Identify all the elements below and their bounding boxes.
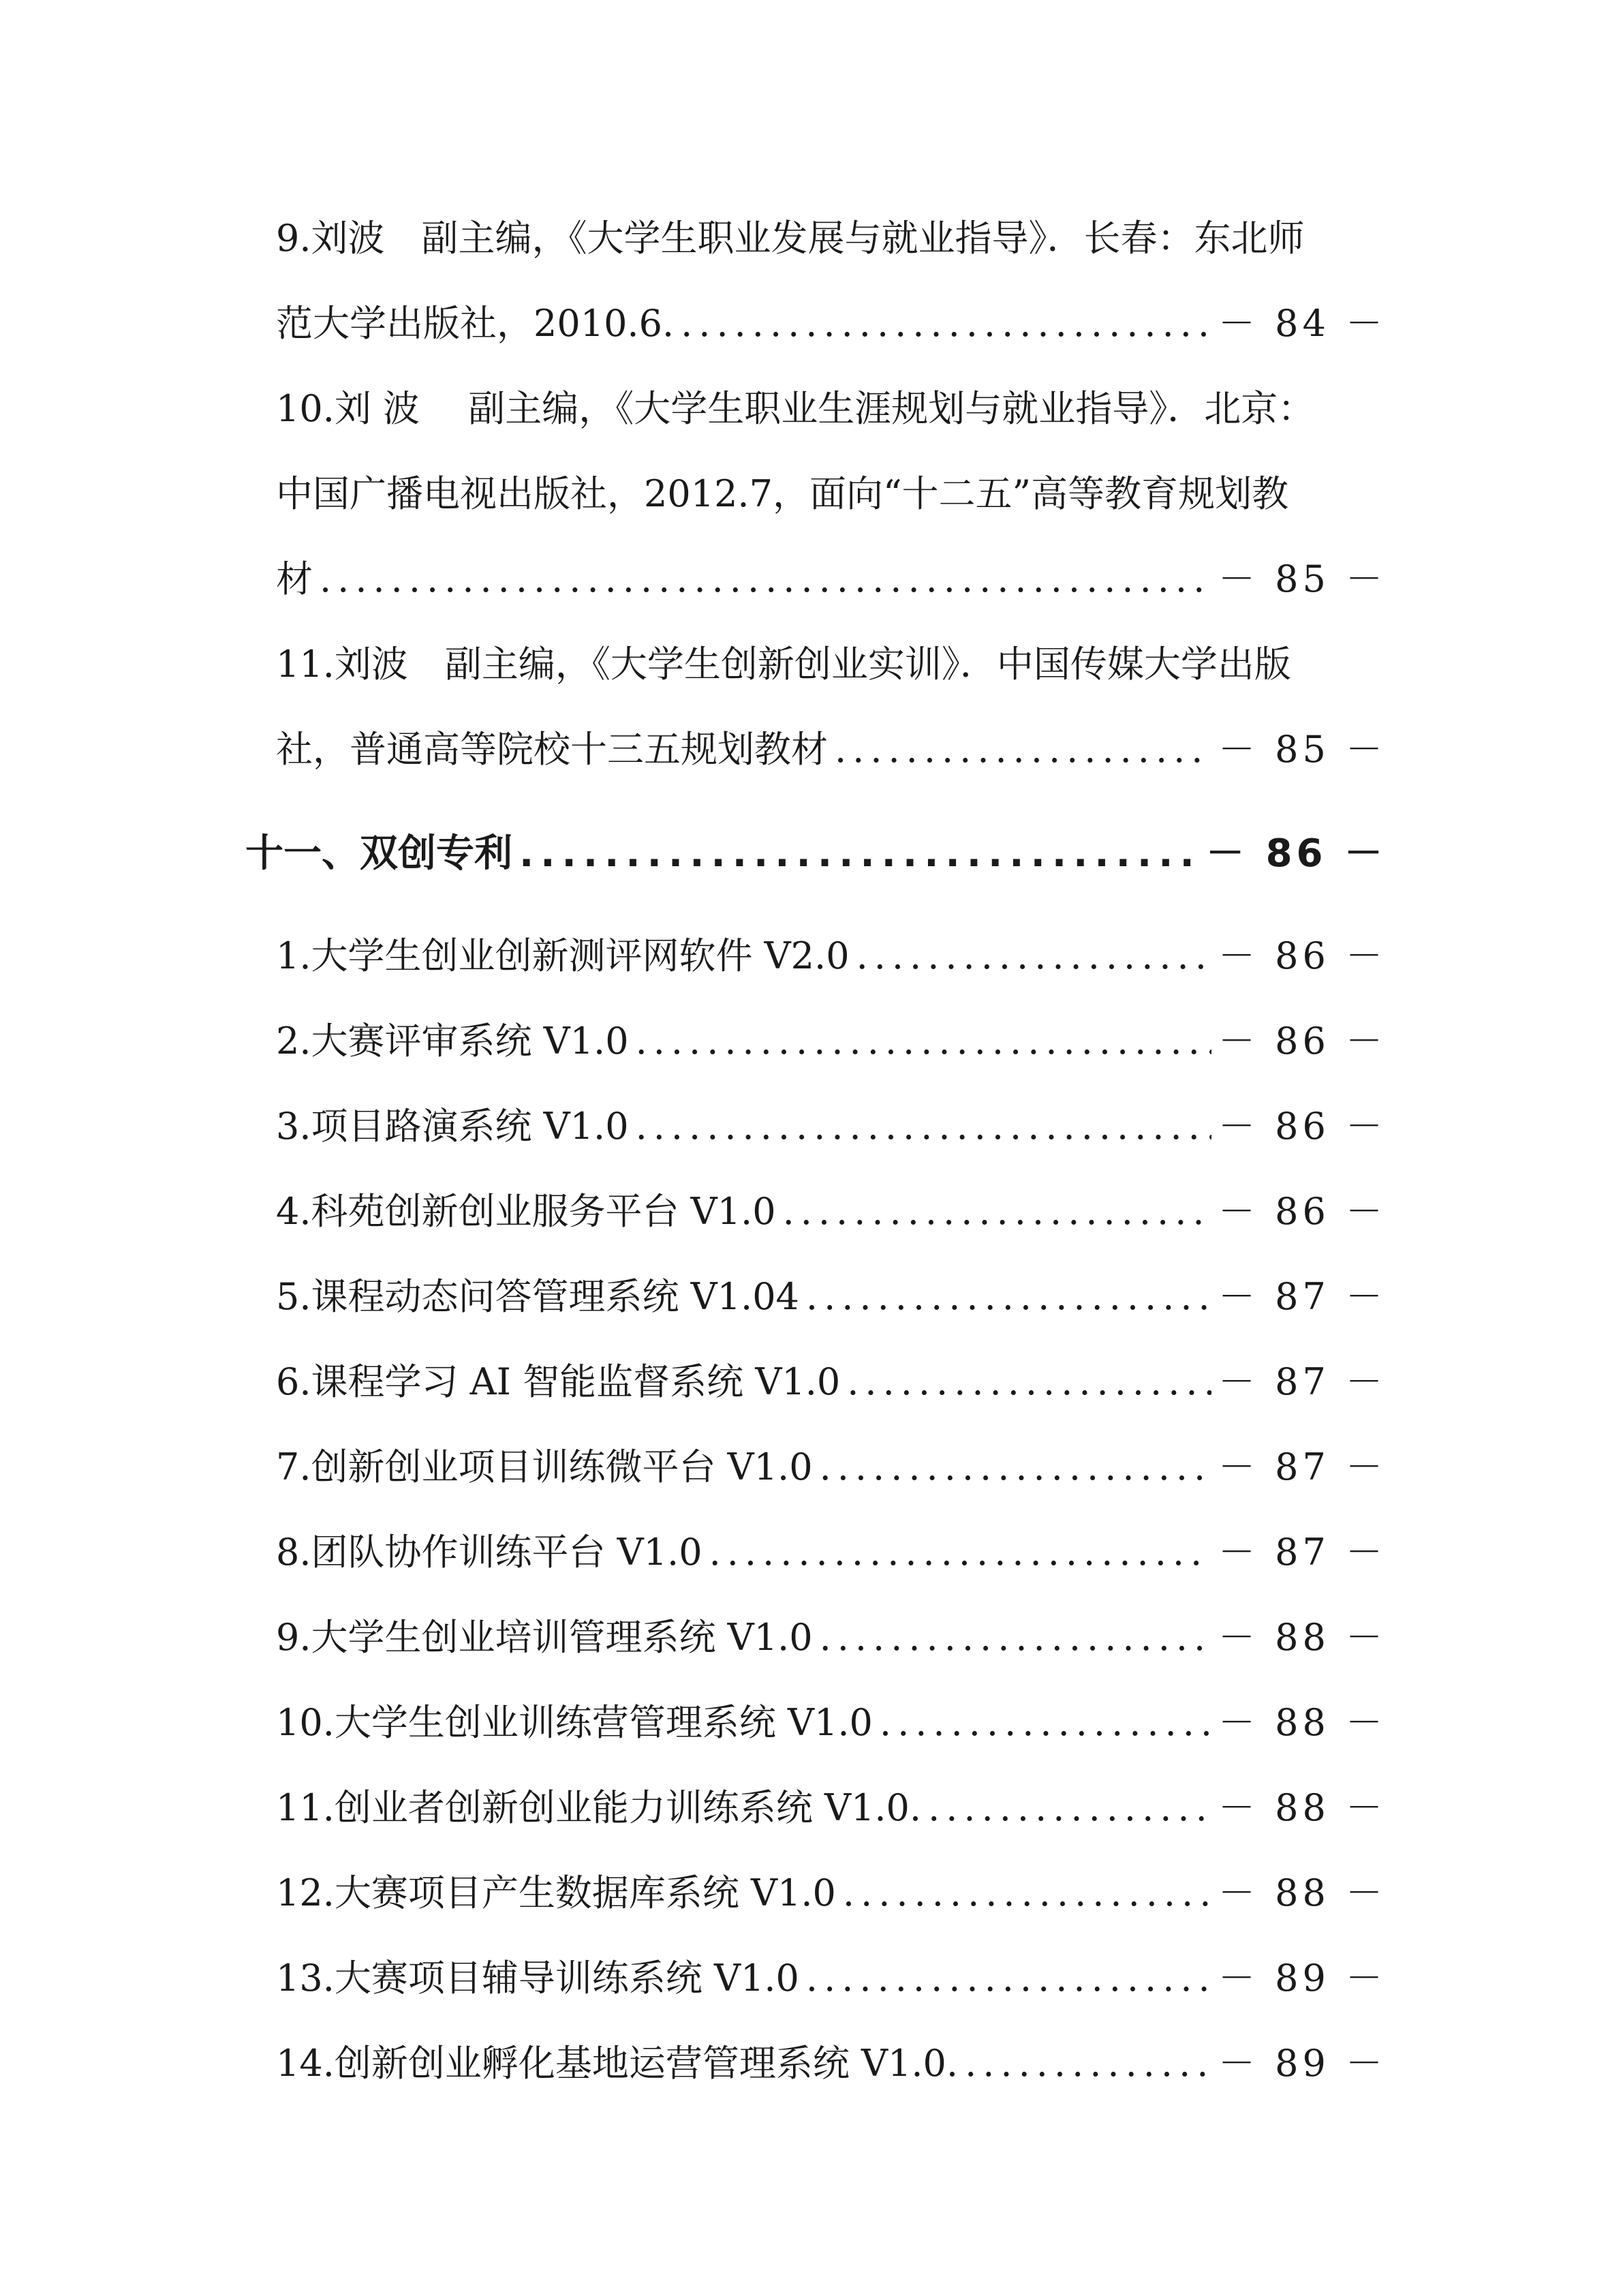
dot-leader [880, 1692, 1211, 1754]
toc-page-number: － 85 － [1218, 557, 1387, 600]
dot-leader [856, 925, 1211, 987]
toc-entry-4[interactable] [276, 1181, 1387, 1242]
toc-entry-3[interactable] [276, 1096, 1387, 1157]
toc-ref-9-line-2[interactable] [276, 293, 1387, 354]
toc-entry-10[interactable] [276, 1692, 1387, 1754]
toc-entry-label: 12.大赛项目产生数据库系统 V1.0 [276, 1871, 836, 1914]
toc-page-number: － 89 － [1218, 2042, 1387, 2085]
toc-ref-text: 11.刘波 副主编，《大学生创新创业实训》．中国传媒大学出版 [276, 643, 1291, 686]
toc-entry-2[interactable] [276, 1011, 1387, 1072]
toc-ref-11-line-1 [276, 634, 1387, 695]
toc-page-number: － 86 － [1218, 1190, 1387, 1233]
toc-page-number: － 88 － [1218, 1786, 1387, 1829]
toc-page-number: － 88 － [1218, 1871, 1387, 1914]
dot-leader [806, 1266, 1211, 1328]
toc-page-number: － 86 － [1206, 831, 1387, 876]
section-title: 十一、双创专利 [245, 831, 512, 876]
toc-entry-label: 3.项目路演系统 V1.0 [276, 1105, 629, 1148]
dot-leader [820, 1607, 1211, 1668]
dot-leader [519, 823, 1199, 885]
dot-leader [783, 1181, 1211, 1242]
toc-entry-label: 14.创新创业孵化基地运营管理系统 V1.0. [276, 2042, 959, 2085]
toc-entry-11[interactable] [276, 1777, 1387, 1839]
toc-ref-text: 范大学出版社，2010.6. [276, 302, 675, 345]
toc-entry-label: 1.大学生创业创新测评网软件 V2.0 [276, 934, 850, 977]
toc-entry-14[interactable] [276, 2033, 1387, 2094]
toc-section-heading[interactable] [245, 823, 1387, 885]
toc-entry-label: 10.大学生创业训练营管理系统 V1.0 [276, 1701, 873, 1744]
toc-entry-label: 8.团队协作训练平台 V1.0 [276, 1531, 702, 1574]
toc-page-number: － 88 － [1218, 1701, 1387, 1744]
toc-entry-5[interactable] [276, 1266, 1387, 1328]
toc-ref-text: 材 [276, 557, 313, 600]
toc-page-number: － 87 － [1218, 1445, 1387, 1488]
toc-page-number: － 88 － [1218, 1616, 1387, 1659]
dot-leader [681, 293, 1211, 354]
dot-leader [820, 1437, 1211, 1498]
toc-page-number: － 85 － [1218, 728, 1387, 771]
toc-entry-13[interactable] [276, 1948, 1387, 2009]
toc-ref-11-line-2[interactable] [276, 719, 1387, 780]
toc-page-number: － 87 － [1218, 1275, 1387, 1318]
dot-leader [928, 1777, 1211, 1839]
dot-leader [709, 1522, 1211, 1583]
dot-leader [847, 1351, 1211, 1413]
toc-entry-1[interactable] [276, 925, 1387, 987]
toc-page-number: － 86 － [1218, 1020, 1387, 1062]
toc-page-number: － 84 － [1218, 302, 1387, 345]
toc-entry-9[interactable] [276, 1607, 1387, 1668]
toc-page-number: － 87 － [1218, 1531, 1387, 1574]
toc-entry-label: 7.创新创业项目训练微平台 V1.0 [276, 1445, 813, 1488]
toc-page-number: － 89 － [1218, 1957, 1387, 2000]
dot-leader [636, 1096, 1211, 1157]
toc-entry-6[interactable] [276, 1351, 1387, 1413]
toc-page-number: － 86 － [1218, 934, 1387, 977]
toc-entry-label: 6.课程学习 AI 智能监督系统 V1.0 [276, 1360, 841, 1403]
toc-ref-text: 10.刘 波 副主编，《大学生职业生涯规划与就业指导》．北京： [276, 387, 1315, 430]
toc-ref-10-line-3[interactable] [276, 549, 1387, 610]
toc-entry-label: 11.创业者创新创业能力训练系统 V1.0. [276, 1786, 922, 1829]
dot-leader [843, 1863, 1211, 1924]
toc-ref-10-line-1 [276, 378, 1387, 440]
dot-leader [636, 1011, 1211, 1072]
toc-entry-12[interactable] [276, 1863, 1387, 1924]
toc-entry-label: 9.大学生创业培训管理系统 V1.0 [276, 1616, 813, 1659]
dot-leader [320, 549, 1211, 610]
dot-leader [806, 1948, 1211, 2009]
toc-entry-label: 4.科苑创新创业服务平台 V1.0 [276, 1190, 776, 1233]
toc-page-number: － 87 － [1218, 1360, 1387, 1403]
dot-leader [835, 719, 1211, 780]
toc-ref-10-line-2 [276, 463, 1387, 525]
toc-entry-7[interactable] [276, 1437, 1387, 1498]
toc-ref-text: 社，普通高等院校十三五规划教材 [276, 728, 828, 771]
dot-leader [965, 2033, 1211, 2094]
toc-entry-label: 2.大赛评审系统 V1.0 [276, 1020, 629, 1062]
toc-entry-label: 13.大赛项目辅导训练系统 V1.0 [276, 1957, 799, 2000]
toc-ref-text: 9.刘波 副主编，《大学生职业发展与就业指导》．长春：东北师 [276, 217, 1305, 260]
toc-page-number: － 86 － [1218, 1105, 1387, 1148]
toc-entry-8[interactable] [276, 1522, 1387, 1583]
toc-ref-text: 中国广播电视出版社，2012.7，面向“十二五”高等教育规划教 [276, 472, 1289, 515]
toc-entry-label: 5.课程动态问答管理系统 V1.04 [276, 1275, 799, 1318]
toc-ref-9-line-1 [276, 208, 1387, 269]
